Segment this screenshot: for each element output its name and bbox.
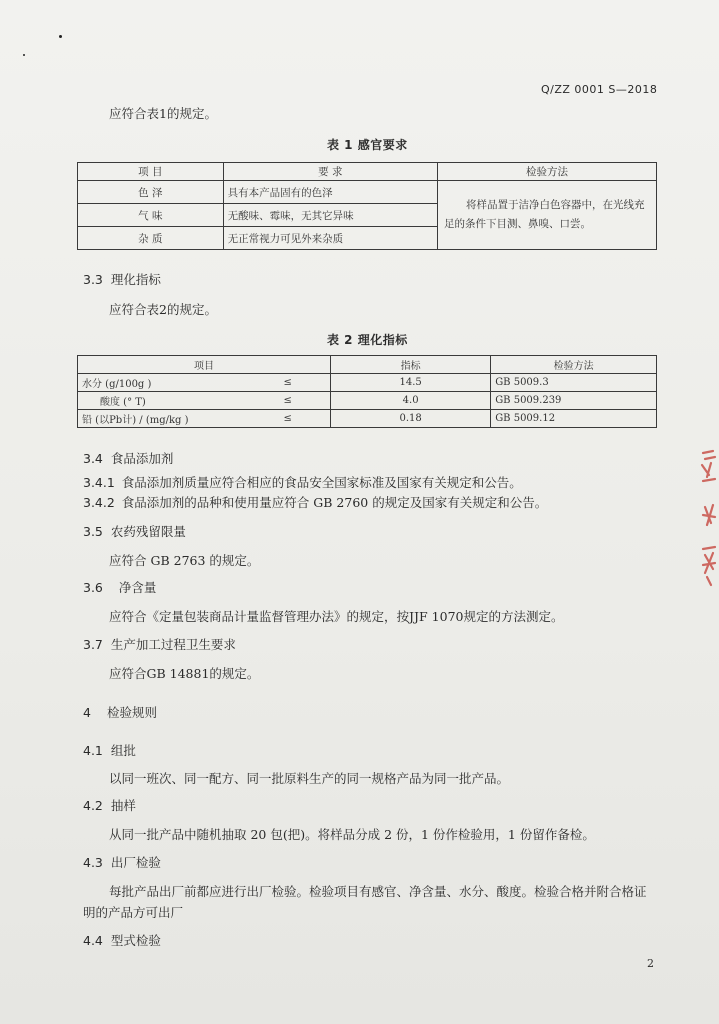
section-3-7-text: 应符合GB 14881的规定。: [109, 666, 260, 681]
table1-header-item: 项 目: [78, 163, 224, 181]
section-4-1-text: 以同一班次、同一配方、同一批原料生产的同一规格产品为同一批产品。: [109, 771, 510, 786]
section-4-3-text: 每批产品出厂前都应进行出厂检验。检验项目有感官、净含量、水分、酸度。检验合格并附合格证: [109, 884, 647, 899]
doc-number: Q/ZZ 0001 S—2018: [541, 83, 658, 96]
speck-mark: [23, 54, 25, 56]
section-title: 检验规则: [106, 705, 157, 720]
table2-op: ≤: [245, 374, 330, 392]
table1-item: 气 味: [78, 204, 224, 227]
section-title: 食品添加剂: [110, 451, 174, 466]
section-number: 4.2: [83, 798, 103, 813]
table1-item: 杂 质: [78, 227, 224, 250]
table2-op: ≤: [245, 410, 330, 428]
section-number: 3.6: [83, 580, 103, 595]
table1-method-line: 足的条件下目测、鼻嗅、口尝。: [444, 218, 591, 230]
section-4-3-heading: [83, 855, 161, 871]
table2-title: 表 2 理化指标: [327, 333, 408, 347]
table1-item: 色 泽: [78, 181, 224, 204]
table1-header-req: 要 求: [223, 163, 437, 181]
table-row: [78, 181, 657, 204]
table2-header-value: 指标: [331, 356, 491, 374]
section-title: 生产加工过程卫生要求: [110, 637, 236, 652]
section-4-3-text-cont: 明的产品方可出厂: [83, 905, 184, 920]
section-title: 理化指标: [110, 272, 161, 287]
table2-item: 酸度 (° T): [78, 392, 246, 410]
section-4-2-heading: [83, 798, 136, 814]
table2-item: 铅 (以Pb计) / (mg/kg ): [78, 410, 246, 428]
table-row: [78, 374, 657, 392]
table1-req: 无酸味、霉味，无其它异味: [223, 204, 437, 227]
table-row: [78, 392, 657, 410]
table2-value: 14.5: [331, 374, 491, 392]
section-3-4-heading: [83, 451, 173, 467]
section-number: 3.7: [83, 637, 103, 652]
table-row: [78, 410, 657, 428]
section-3-7-heading: [83, 637, 236, 653]
section-title: 组批: [110, 743, 136, 758]
table2-item: 水分 (g/100g ): [78, 374, 246, 392]
table1-title: 表 1 感官要求: [327, 138, 408, 152]
table2-value: 0.18: [331, 410, 491, 428]
table1-header-method: 检验方法: [438, 163, 657, 181]
section-text: 食品添加剂的品种和使用量应符合 GB 2760 的规定及国家有关规定和公告。: [121, 495, 548, 510]
intro-line: 应符合表1的规定。: [109, 106, 217, 121]
speck-mark: [59, 35, 62, 38]
table2-header-item: 项目: [78, 356, 331, 374]
section-4-4-heading: [83, 933, 161, 949]
section-4-heading: [83, 705, 157, 721]
section-3-6-heading: [83, 580, 156, 596]
page-number: 2: [647, 957, 654, 970]
section-number: 3.4.2: [83, 495, 115, 510]
section-number: 3.4: [83, 451, 103, 466]
section-title: 出厂检验: [110, 855, 161, 870]
section-title: 型式检验: [110, 933, 161, 948]
seal-stamp-edge: [697, 445, 719, 595]
sensory-table: [77, 162, 657, 250]
section-4-1-heading: [83, 743, 136, 759]
physchem-table: [77, 355, 657, 428]
section-3-5-text: 应符合 GB 2763 的规定。: [109, 553, 260, 568]
table2-header-method: 检验方法: [491, 356, 657, 374]
section-3-4-2: [83, 495, 547, 511]
table2-method: GB 5009.3: [491, 374, 657, 392]
section-3-5-heading: [83, 524, 186, 540]
table1-method-line: 将样品置于洁净白色容器中，在光线充: [466, 199, 645, 211]
section-4-2-text: 从同一批产品中随机抽取 20 包(把)。将样品分成 2 份，1 份作检验用，1 份留作备检。: [109, 827, 595, 842]
table2-op: ≤: [245, 392, 330, 410]
section-number: 3.3: [83, 272, 103, 287]
section-number: 4.3: [83, 855, 103, 870]
table2-value: 4.0: [331, 392, 491, 410]
section-title: 农药残留限量: [110, 524, 186, 539]
section-number: 4.1: [83, 743, 103, 758]
section-number: 3.5: [83, 524, 103, 539]
section-number: 4.4: [83, 933, 103, 948]
section-number: 4: [83, 705, 91, 720]
section-text: 食品添加剂质量应符合相应的食品安全国家标准及国家有关规定和公告。: [121, 475, 522, 490]
section-3-6-text: 应符合《定量包装商品计量监督管理办法》的规定，按JJF 1070规定的方法测定。: [109, 609, 564, 624]
section-3-3-heading: [83, 272, 161, 288]
table2-method: GB 5009.12: [491, 410, 657, 428]
table1-req: 无正常视力可见外来杂质: [223, 227, 437, 250]
table1-method-cell: [438, 181, 657, 250]
section-title: 抽样: [110, 798, 136, 813]
section-3-3-text: 应符合表2的规定。: [109, 302, 217, 317]
table2-method: GB 5009.239: [491, 392, 657, 410]
section-number: 3.4.1: [83, 475, 115, 490]
section-title: 净含量: [118, 580, 157, 595]
table1-req: 具有本产品固有的色泽: [223, 181, 437, 204]
section-3-4-1: [83, 475, 522, 491]
